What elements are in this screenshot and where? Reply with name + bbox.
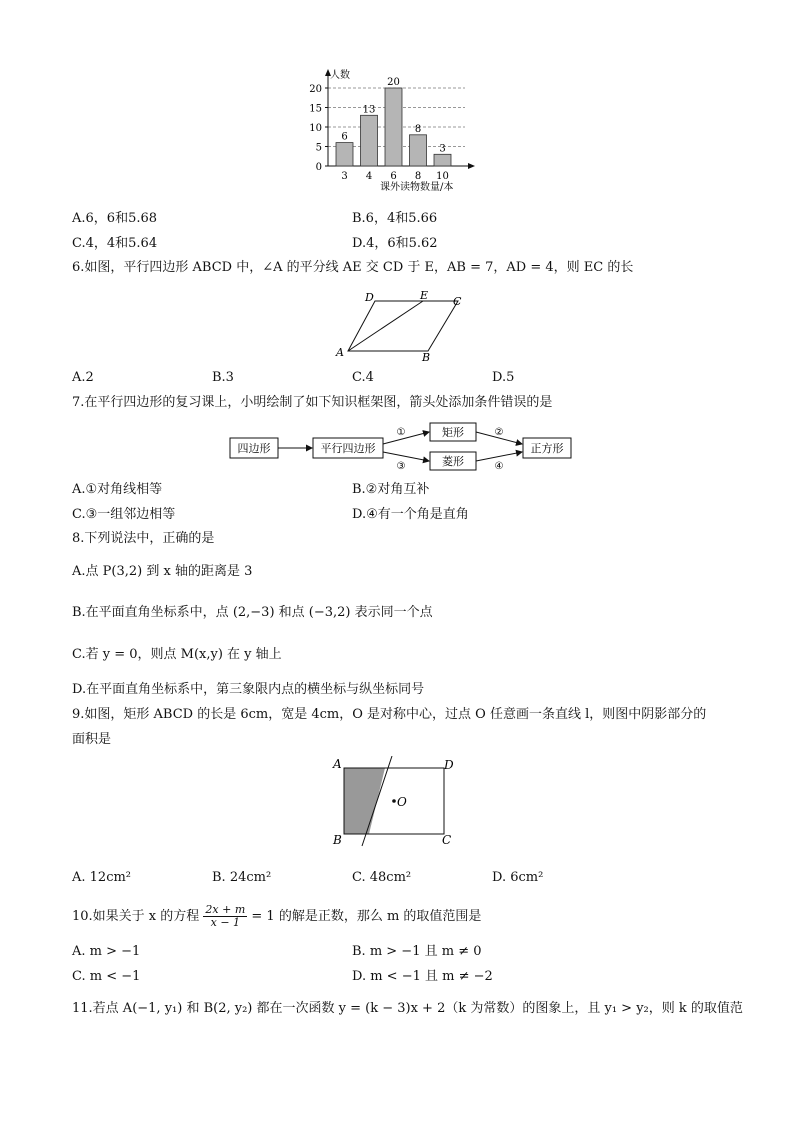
parallelogram-figure: [335, 289, 470, 364]
q6-option-c: C.4: [352, 370, 374, 385]
q8-option-c: C.若 y = 0，则点 M(x,y) 在 y 轴上: [72, 647, 282, 662]
bar-value-label: 8: [414, 123, 422, 135]
q9-option-b: B. 24cm²: [212, 870, 272, 885]
y-tick-label: 0: [315, 162, 322, 173]
box-square: 正方形: [530, 442, 564, 455]
q8-option-a: A.点 P(3,2) 到 x 轴的距离是 3: [72, 564, 253, 579]
bar: [410, 135, 427, 166]
q10-fraction-denominator: x − 1: [210, 916, 241, 929]
q10-option-b: B. m > −1 且 m ≠ 0: [352, 944, 482, 959]
bar: [336, 143, 353, 166]
q8-option-b: B.在平面直角坐标系中，点 (2,−3) 和点 (−3,2) 表示同一个点: [72, 605, 433, 620]
bar: [361, 115, 378, 166]
q9-stem-line2: 面积是: [72, 732, 112, 747]
rect-a-label: A: [333, 757, 342, 771]
q6-stem: 6.如图，平行四边形 ABCD 中，∠A 的平分线 AE 交 CD 于 E，AB = 7，AD = 4，则 EC 的长: [72, 260, 634, 275]
center-o-label: O: [397, 795, 407, 809]
bar-value-label: 13: [362, 104, 376, 116]
q7-option-d: D.④有一个角是直角: [352, 507, 469, 522]
q10-stem-post: = 1 的解是正数，那么 m 的取值范围是: [251, 909, 482, 924]
q10-fraction: [203, 904, 247, 929]
point-d-label: D: [365, 291, 374, 304]
bar: [434, 154, 451, 166]
y-tick-label: 5: [315, 142, 322, 154]
x-axis-label: 课外读物数量/本: [380, 182, 454, 193]
y-tick-label: 20: [309, 84, 322, 95]
x-tick-label: 10: [436, 171, 449, 182]
bar-value-label: 6: [341, 131, 348, 143]
box-parallelogram: 平行四边形: [320, 442, 376, 455]
mark-2: ②: [494, 427, 504, 438]
bar-value-label: 3: [439, 143, 446, 155]
q8-option-d: D.在平面直角坐标系中，第三象限内点的横坐标与纵坐标同号: [72, 682, 425, 697]
q5-option-c: C.4，4和5.64: [72, 236, 158, 251]
q9-stem-line1: 9.如图，矩形 ABCD 的长是 6cm，宽是 4cm，O 是对称中心，过点 O 任意画一条直线 l，则图中阴影部分的: [72, 707, 707, 722]
mark-3: ③: [396, 461, 406, 472]
x-tick-label: 8: [414, 171, 422, 182]
mark-4: ④: [494, 461, 504, 472]
q9-option-d: D. 6cm²: [492, 870, 544, 885]
q9-option-c: C. 48cm²: [352, 870, 412, 885]
point-c-label: C: [453, 295, 462, 308]
rect-b-label: B: [333, 833, 342, 847]
rect-c-label: C: [442, 833, 452, 847]
point-e-label: E: [420, 289, 429, 302]
q6-option-b: B.3: [212, 370, 234, 385]
x-tick-label: 4: [365, 171, 373, 182]
q7-option-b: B.②对角互补: [352, 482, 430, 497]
x-tick-label: 6: [390, 171, 397, 182]
bar-value-label: 20: [387, 77, 400, 88]
q5-option-a: A.6，6和5.68: [72, 211, 158, 226]
q10-fraction-numerator: 2x + m: [205, 903, 246, 916]
box-quadrilateral: 四边形: [237, 442, 271, 455]
q7-stem: 7.在平行四边形的复习课上，小明绘制了如下知识框架图，箭头处添加条件错误的是: [72, 395, 553, 410]
q10-option-a: A. m > −1: [72, 944, 141, 959]
point-b-label: B: [422, 351, 431, 364]
bar: [385, 88, 402, 166]
q5-option-d: D.4，6和5.62: [352, 236, 438, 251]
q7-option-a: A.①对角线相等: [72, 482, 163, 497]
q6-option-d: D.5: [492, 370, 515, 385]
q8-stem: 8.下列说法中，正确的是: [72, 531, 215, 546]
q9-option-a: A. 12cm²: [72, 870, 132, 885]
rectangle-figure: [330, 756, 460, 848]
box-rhombus: 菱形: [442, 455, 464, 468]
mark-1: ①: [396, 427, 406, 438]
y-tick-label: 15: [309, 103, 322, 115]
y-axis-label: 人数: [330, 70, 350, 81]
q10-option-d: D. m < −1 且 m ≠ −2: [352, 969, 493, 984]
knowledge-framework-diagram: [220, 420, 580, 475]
y-tick-label: 10: [309, 123, 322, 134]
x-tick-label: 3: [341, 171, 348, 182]
q6-option-a: A.2: [72, 370, 94, 385]
q10-option-c: C. m < −1: [72, 969, 141, 984]
point-a-label: A: [336, 346, 344, 359]
q10-stem: [72, 903, 481, 931]
q7-option-c: C.③一组邻边相等: [72, 507, 176, 522]
rect-d-label: D: [444, 758, 454, 772]
x-axis-arrow: [468, 163, 475, 169]
bar-chart: [300, 62, 490, 197]
q10-stem-pre: 10.如果关于 x 的方程: [72, 909, 200, 924]
q11-stem: 11.若点 A(−1, y₁) 和 B(2, y₂) 都在一次函数 y = (k − 3)x + 2（k 为常数）的图象上，且 y₁ > y₂，则 k 的取值范: [72, 1001, 743, 1016]
q5-option-b: B.6，4和5.66: [352, 211, 438, 226]
box-rectangle: 矩形: [442, 426, 464, 439]
